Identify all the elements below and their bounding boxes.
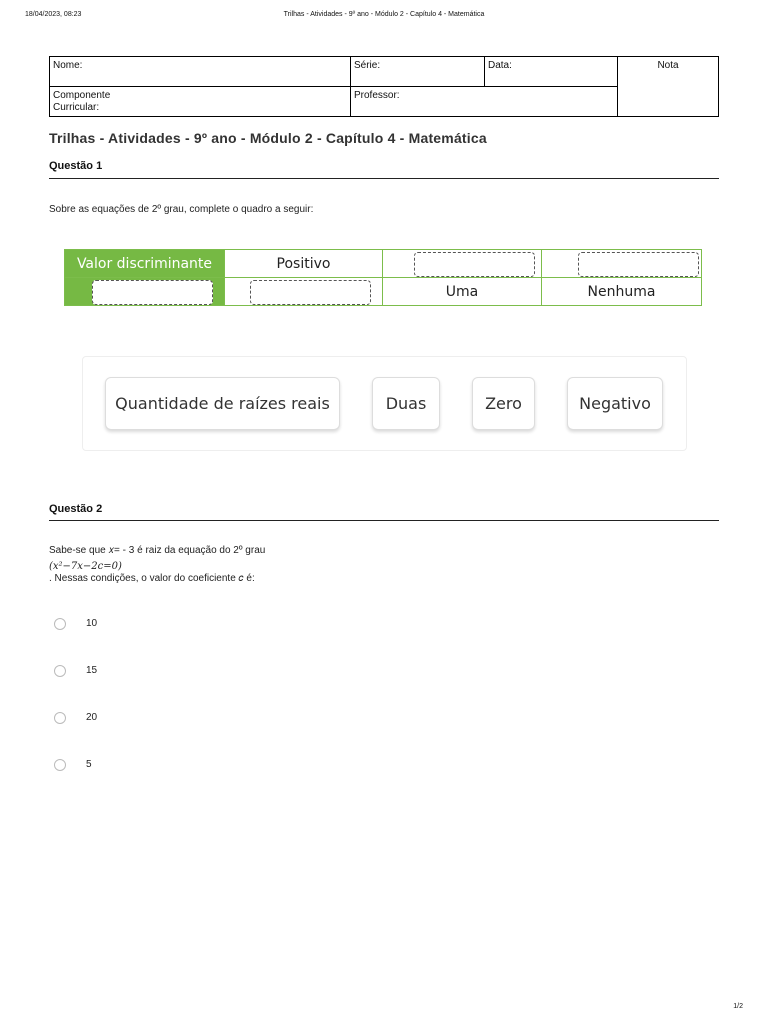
questao-1-divider (49, 178, 719, 179)
drop-slot-r1c4[interactable] (578, 252, 699, 277)
chip-quantidade-de-raizes-reais[interactable]: Quantidade de raízes reais (105, 377, 340, 430)
questao-1-title: Questão 1 (49, 160, 103, 172)
option-label: 20 (86, 712, 98, 723)
page-number: 1/2 (733, 1003, 743, 1010)
questao-2-line1: Sabe-se que 𝑥= - 3 é raiz da equação do 2º grau (49, 545, 266, 556)
fill-in-table (64, 249, 702, 306)
table-cell-uma: Uma (445, 283, 479, 300)
chip-duas[interactable]: Duas (372, 377, 440, 430)
nome-field[interactable]: Nome: (53, 60, 83, 71)
componente-label-line2: Curricular: (53, 102, 100, 113)
radio-button[interactable] (54, 759, 66, 771)
questao-2-line3: . Nessas condições, o valor do coeficiente 𝑐 é: (49, 573, 255, 584)
chip-negativo[interactable]: Negativo (567, 377, 663, 430)
print-datetime: 18/04/2023, 08:23 (25, 11, 82, 18)
option-label: 15 (86, 665, 98, 676)
serie-field[interactable]: Série: (354, 60, 381, 71)
radio-button[interactable] (54, 712, 66, 724)
questao-1-prompt: Sobre as equações de 2º grau, complete o quadro a seguir: (49, 204, 314, 215)
option-label: 5 (86, 759, 92, 770)
nota-field[interactable]: Nota (657, 60, 679, 71)
option-15[interactable] (54, 664, 354, 680)
questao-2-equation: (𝑥²−7𝑥−2𝑐=0) (49, 561, 122, 572)
print-title: Trilhas - Atividades - 9º ano - Módulo 2 - Capítulo 4 - Matemática (283, 11, 485, 18)
data-field[interactable]: Data: (488, 60, 512, 71)
drop-slot-r2c2[interactable] (250, 280, 371, 305)
table-cell-valor-discriminante: Valor discriminante (65, 250, 224, 277)
drop-slot-r1c3[interactable] (414, 252, 535, 277)
table-cell-positivo: Positivo (276, 255, 331, 272)
option-20[interactable] (54, 711, 354, 727)
questao-2-divider (49, 520, 719, 521)
componente-curricular-field[interactable] (50, 87, 350, 117)
document-title: Trilhas - Atividades - 9º ano - Módulo 2 - Capítulo 4 - Matemática (49, 130, 487, 146)
drop-slot-r2c1[interactable] (92, 280, 213, 305)
option-5[interactable] (54, 758, 354, 774)
option-label: 10 (86, 618, 98, 629)
option-10[interactable] (54, 617, 354, 633)
student-header-box (49, 56, 719, 117)
radio-button[interactable] (54, 665, 66, 677)
chip-zero[interactable]: Zero (472, 377, 535, 430)
radio-button[interactable] (54, 618, 66, 630)
componente-label-line1: Componente (53, 90, 111, 101)
table-cell-nenhuma: Nenhuma (587, 283, 656, 300)
professor-field[interactable]: Professor: (354, 90, 400, 101)
questao-2-title: Questão 2 (49, 503, 103, 515)
